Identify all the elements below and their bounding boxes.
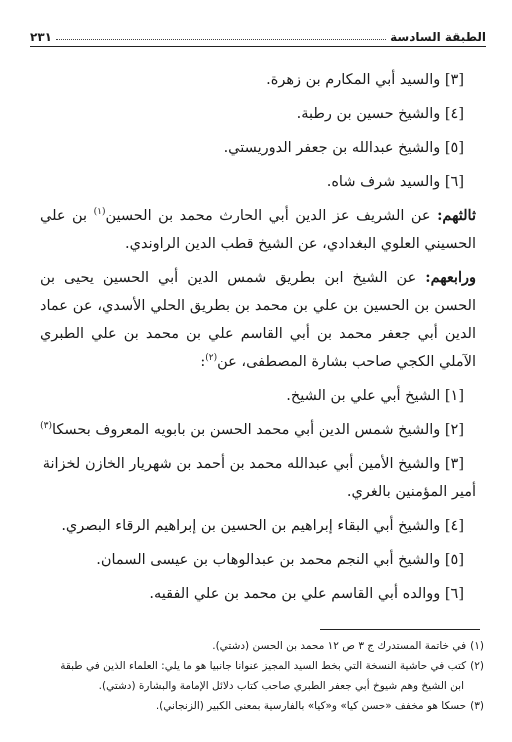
list-item — [40, 450, 476, 478]
list-item: [٦] والسيد شرف شاه. — [326, 174, 464, 190]
paragraph-fourth — [40, 264, 476, 376]
footnote — [30, 636, 484, 656]
footnotes — [30, 636, 484, 716]
list-item-text: [٢] والشيخ شمس الدين أبي محمد الحسن بن بابويه المعروف بحسكا — [51, 422, 464, 438]
footnote — [30, 656, 484, 676]
chapter-title: الطبقة السادسة — [390, 30, 486, 44]
footnote-ref[interactable]: (٢) — [205, 353, 218, 364]
list-item: [٦] ووالده أبي القاسم علي بن محمد بن علي الفقيه. — [149, 586, 464, 602]
main-text — [40, 66, 476, 614]
footnote-text: حسكا هو مخفف «حسن كيا» و«كيا» بالفارسية بمعنى الكبير (الزنجاني). — [155, 700, 467, 712]
page-number: ٢٣١ — [30, 30, 52, 44]
footnote — [30, 696, 484, 716]
paragraph-text: : — [200, 354, 206, 370]
list-item-text: [١] الشيخ أبي علي بن الشيخ. — [286, 388, 464, 404]
paragraph-text: عن الشريف عز الدين أبي الحارث محمد بن الحسين — [105, 208, 438, 224]
paragraph-text: عن الشيخ ابن بطريق شمس الدين أبي الحسين يحيى بن الحسن بن الحسين بن علي بن محمد بن بطريق الحلي الأسدي، عن عماد الدين أبي جعفر محمد بن أبي القاسم علي بن محمد بن علي الطبري الآملي الكجي صاحب بشارة المصطفى، عن — [40, 270, 476, 370]
footnote-ref[interactable]: (٣) — [40, 421, 52, 432]
list-item: [٤] والشيخ أبي البقاء إبراهيم بن الحسين بن إبراهيم الرقاء البصري. — [61, 518, 464, 534]
list-item-text: [٣] والشيخ الأمين أبي عبدالله محمد بن أحمد بن شهريار الخازن لخزانة — [42, 456, 464, 472]
list-item: [٥] والشيخ عبدالله بن جعفر الدوريستي. — [223, 140, 464, 156]
list-item — [40, 416, 476, 444]
footnote-rule — [320, 629, 480, 630]
footnote-number: (٣) — [470, 700, 484, 712]
paragraph-text: بن علي الحسيني العلوي البغدادي، عن الشيخ قطب الدين الراوندي. — [40, 208, 476, 252]
paragraph-lead: ثالثهم: — [437, 207, 476, 224]
list-item-continuation: أمير المؤمنين بالغري. — [346, 484, 476, 500]
footnote-text: في خاتمة المستدرك ج ٣ ص ١٢ محمد بن الحسن (دشتي). — [212, 640, 467, 652]
running-header — [30, 24, 486, 44]
list-item: [٥] والشيخ أبي النجم محمد بن عبدالوهاب بن عيسى السمان. — [96, 552, 464, 568]
leader-dots — [56, 39, 386, 40]
header-rule — [30, 46, 486, 47]
footnote-ref[interactable]: (١) — [93, 207, 106, 218]
footnote-text: كتب في حاشية النسخة التي بخط السيد المجيز عنوانا جانبيا هو ما يلي: العلماء الذين في طبقة — [60, 660, 467, 672]
paragraph-lead: ورابعهم: — [425, 269, 476, 286]
footnote-number: (١) — [470, 640, 484, 652]
paragraph-third — [40, 202, 476, 258]
list-item: [٣] والسيد أبي المكارم بن زهرة. — [266, 72, 464, 88]
footnote-number: (٢) — [470, 660, 484, 672]
list-item: [٤] والشيخ حسين بن رطبة. — [296, 106, 464, 122]
list-item — [40, 382, 476, 410]
footnote-continuation: ابن الشيخ وهم شيوخ أبي جعفر الطبري صاحب كتاب دلائل الإمامة والبشارة (دشتي). — [98, 680, 464, 692]
